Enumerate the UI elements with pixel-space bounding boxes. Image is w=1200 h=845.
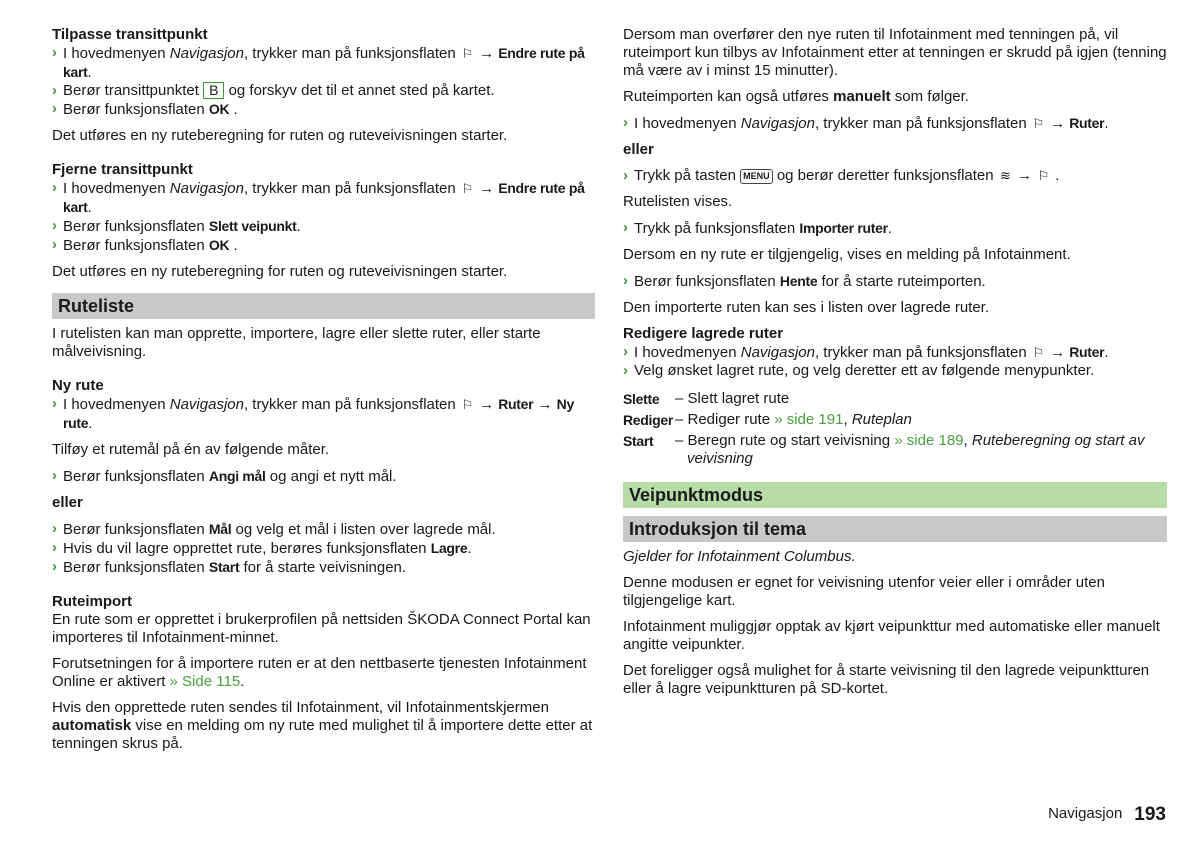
page-link[interactable]: » Side 115 (169, 673, 241, 690)
definition-row-start (623, 432, 1167, 468)
definition-row-slette (623, 390, 1167, 408)
step-arrow-icon: › (623, 272, 628, 289)
function-key-endre-rute[interactable]: Endre rute på kart (63, 180, 585, 215)
definition-term[interactable]: Rediger (623, 412, 674, 428)
paragraph: Forutsetningen for å importere ruten er at den nettbaserte tjenesten Infotainment Online er aktivert » Side 115. (52, 655, 587, 690)
step: › Berør funksjonsflaten Hente for å starte ruteimporten. (623, 272, 986, 290)
paragraph: Gjelder for Infotainment Columbus. (623, 548, 856, 565)
function-key-ok[interactable]: OK (208, 101, 230, 117)
paragraph: Dersom man overfører den nye ruten til Infotainment med tenningen på, vil ruteimport kun tilbys av Infotainment etter at tenningen er skrudd på igjen (tenning må være av i minst 15 minutter). (623, 26, 1167, 79)
definition-desc: – Rediger rute » side 191, Ruteplan (675, 411, 912, 428)
function-key-start[interactable]: Start (208, 559, 240, 575)
page-footer (1048, 805, 1166, 825)
paragraph: Ruteimporten kan også utføres manuelt som følger. (623, 88, 969, 105)
route-icon[interactable]: ⚐ (1032, 345, 1045, 360)
definition-list (623, 390, 1167, 468)
step-arrow-icon: › (52, 558, 57, 575)
step: › Berør transittpunktet B og forskyv det til et annet sted på kartet. (52, 82, 495, 99)
function-key-endre-rute[interactable]: Endre rute på kart (63, 45, 585, 80)
step: › Berør funksjonsflaten Mål og velg et mål i listen over lagrede mål. (52, 520, 496, 538)
step-arrow-icon: › (52, 467, 57, 484)
definition-desc: – Slett lagret rute (675, 390, 790, 407)
function-key-ruter[interactable]: Ruter (1069, 115, 1105, 131)
function-key-angi-mal[interactable]: Angi mål (208, 468, 266, 484)
eller-label: eller (623, 141, 654, 158)
step: › I hovedmenyen Navigasjon, trykker man på funksjonsflaten ⚐ → Endre rute på kart. (52, 179, 585, 216)
step: › I hovedmenyen Navigasjon, trykker man på funksjonsflaten ⚐ → Endre rute på kart. (52, 44, 585, 81)
paragraph: Det utføres en ny ruteberegning for ruten og ruteveivisningen starter. (52, 127, 508, 144)
step: › I hovedmenyen Navigasjon, trykker man på funksjonsflaten ⚐ → Ruter. (623, 114, 1109, 132)
function-key-slett-veipunkt[interactable]: Slett veipunkt (208, 218, 297, 234)
section-heading-veipunktmodus: Veipunktmodus (623, 482, 1167, 508)
function-key-ny-rute[interactable]: Ny rute (63, 396, 574, 431)
step: › Berør funksjonsflaten Start for å starte veivisningen. (52, 558, 407, 576)
paragraph: Tilføy et rutemål på én av følgende måter. (52, 441, 330, 458)
function-key-importer-ruter[interactable]: Importer ruter (799, 220, 888, 236)
paragraph: Hvis den opprettede ruten sendes til Infotainment, vil Infotainmentskjermen automatisk vise en melding om ny rute med mulighet til å importere dette etter at tenningen skrus på. (52, 699, 593, 752)
right-column (623, 26, 1167, 698)
paragraph: Denne modusen er egnet for veivisning utenfor veier eller i områder uten tilgjengelige kart. (623, 574, 1105, 609)
heading-ruteimport: Ruteimport (52, 593, 132, 610)
step-arrow-icon: › (52, 236, 57, 253)
online-icon[interactable]: ≋ (999, 168, 1011, 183)
paragraph: En rute som er opprettet i brukerprofilen på nettsiden ŠKODA Connect Portal kan importeres til Infotainment-minnet. (52, 611, 591, 646)
definition-row-rediger (623, 411, 1167, 429)
step: › Berør funksjonsflaten OK . (52, 236, 238, 254)
flag-icon[interactable]: ⚐ (461, 46, 474, 61)
flag-icon[interactable]: ⚐ (461, 181, 474, 196)
function-key-mal[interactable]: Mål (208, 521, 232, 537)
heading-tilpasse-transittpunkt: Tilpasse transittpunkt (52, 26, 208, 43)
step: › Berør funksjonsflaten Slett veipunkt. (52, 217, 301, 235)
function-key-ruter[interactable]: Ruter (1069, 344, 1105, 360)
footer-section-name: Navigasjon (1048, 805, 1123, 822)
paragraph: Dersom en ny rute er tilgjengelig, vises en melding på Infotainment. (623, 246, 1071, 263)
left-column (52, 26, 595, 753)
paragraph: Det utføres en ny ruteberegning for ruten og ruteveivisningen starter. (52, 263, 508, 280)
step: › Berør funksjonsflaten Angi mål og angi et nytt mål. (52, 467, 397, 485)
step: › Trykk på tasten MENU og berør deretter funksjonsflaten ≋ → ⚐ . (623, 167, 1060, 184)
definition-term[interactable]: Slette (623, 391, 660, 407)
route-icon[interactable]: ⚐ (1032, 116, 1045, 131)
section-heading-introduksjon: Introduksjon til tema (623, 516, 1167, 542)
step: › Trykk på funksjonsflaten Importer ruter. (623, 219, 892, 237)
page-link[interactable]: » side 189 (894, 432, 964, 449)
heading-fjerne-transittpunkt: Fjerne transittpunkt (52, 161, 193, 178)
step: › Hvis du vil lagre opprettet rute, berøres funksjonsflaten Lagre. (52, 539, 472, 557)
paragraph: Den importerte ruten kan ses i listen over lagrede ruter. (623, 299, 990, 316)
menu-button[interactable]: MENU (740, 169, 773, 184)
route-icon[interactable]: ⚐ (461, 397, 474, 412)
paragraph: Rutelisten vises. (623, 193, 733, 210)
step-arrow-icon: › (52, 82, 57, 99)
step-arrow-icon: › (52, 395, 57, 412)
step-arrow-icon: › (623, 114, 628, 131)
step-arrow-icon: › (623, 343, 628, 360)
step-arrow-icon: › (623, 167, 628, 184)
step-arrow-icon: › (623, 362, 628, 379)
step: › Velg ønsket lagret rute, og velg deretter ett av følgende menypunkter. (623, 362, 1095, 379)
step: › I hovedmenyen Navigasjon, trykker man på funksjonsflaten ⚐ → Ruter. (623, 343, 1109, 361)
paragraph: Infotainment muliggjør opptak av kjørt veipunkttur med automatiske eller manuelt angitte veipunkter. (623, 618, 1160, 653)
paragraph: I rutelisten kan man opprette, importere, lagre eller slette ruter, eller starte målveivisning. (52, 325, 541, 360)
step: › I hovedmenyen Navigasjon, trykker man på funksjonsflaten ⚐ → Ruter → Ny rute. (52, 395, 574, 432)
route-import-icon[interactable]: ⚐ (1037, 168, 1050, 183)
step-arrow-icon: › (52, 44, 57, 61)
step-arrow-icon: › (52, 100, 57, 117)
function-key-ruter[interactable]: Ruter (498, 396, 534, 412)
section-heading-ruteliste: Ruteliste (52, 293, 595, 319)
step-arrow-icon: › (52, 217, 57, 234)
transit-point-b-marker[interactable]: B (203, 82, 224, 99)
step-arrow-icon: › (52, 179, 57, 196)
heading-redigere-lagrede-ruter: Redigere lagrede ruter (623, 325, 784, 342)
heading-ny-rute: Ny rute (52, 377, 104, 394)
function-key-hente[interactable]: Hente (779, 273, 818, 289)
eller-label: eller (52, 494, 83, 511)
definition-desc: – Beregn rute og start veivisning » side 189, Ruteberegning og start av veivisning (675, 432, 1145, 467)
function-key-lagre[interactable]: Lagre (430, 540, 468, 556)
paragraph: Det foreligger også mulighet for å starte veivisning til den lagrede veipunktturen eller å lagre veipunktturen på SD-kortet. (623, 662, 1150, 697)
function-key-ok[interactable]: OK (208, 237, 230, 253)
page-link[interactable]: » side 191 (774, 411, 844, 428)
step: › Berør funksjonsflaten OK . (52, 100, 238, 118)
page-number: 193 (1134, 804, 1166, 825)
step-arrow-icon: › (623, 219, 628, 236)
step-arrow-icon: › (52, 539, 57, 556)
definition-term[interactable]: Start (623, 433, 654, 449)
step-arrow-icon: › (52, 520, 57, 537)
